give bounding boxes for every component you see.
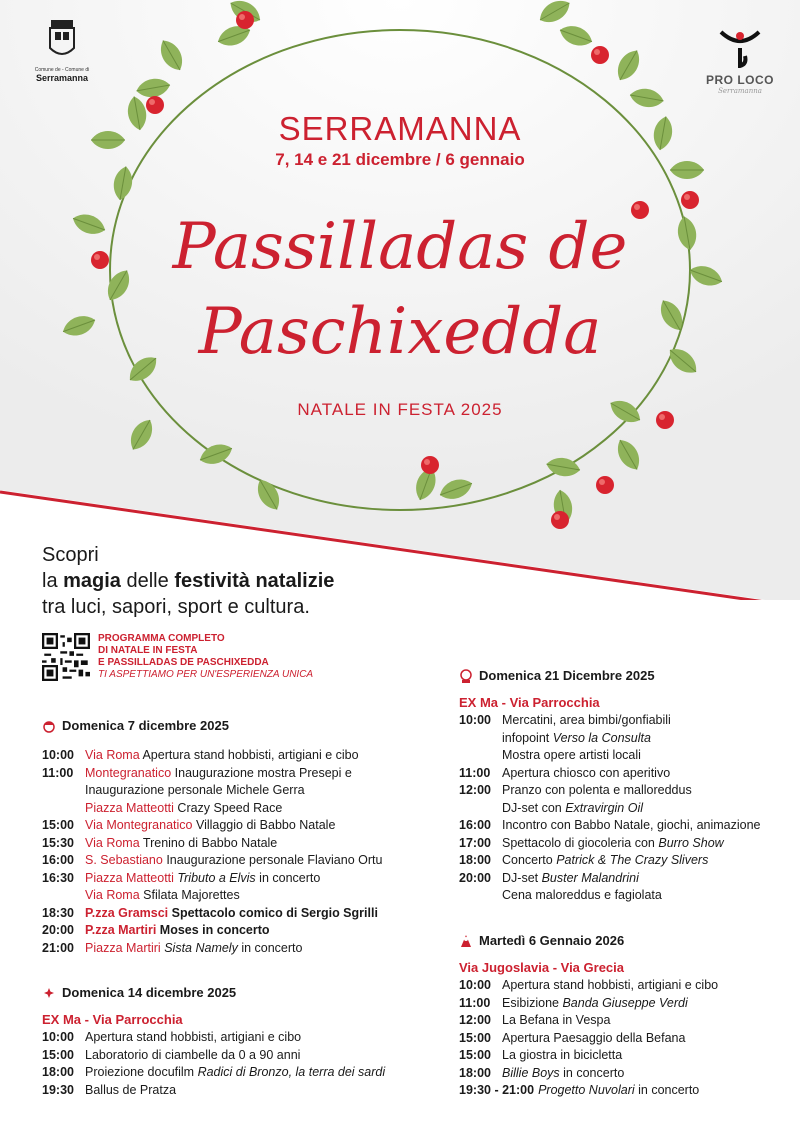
row-text: La Befana in Vespa [502, 1013, 611, 1027]
row-text: Inaugurazione mostra Presepi e [171, 765, 352, 780]
snowglobe-icon [459, 669, 473, 683]
row-text-2: in concerto [237, 940, 303, 955]
row-text: Spettacolo comico di Sergio Sgrilli [168, 905, 378, 920]
day-7-title: Domenica 7 dicembre 2025 [62, 718, 229, 733]
row-time: 16:00 [42, 853, 74, 867]
row-time: 10:00 [459, 978, 491, 992]
proloco-logo [700, 28, 780, 95]
row-text: Pranzo con polenta e malloreddus [502, 783, 692, 797]
row-text: Moses in concerto [156, 923, 270, 937]
row-place: Montegranatico [85, 765, 172, 780]
municipality-name: Serramanna [35, 73, 89, 83]
day-14-title: Domenica 14 dicembre 2025 [62, 985, 237, 1000]
row-time: 15:00 [42, 818, 74, 832]
schedule-row [42, 940, 382, 958]
row-time: 16:30 [42, 870, 74, 885]
row-text: Mostra opere artisti locali [502, 748, 641, 762]
schedule-row [459, 712, 761, 730]
schedule-row [42, 852, 382, 870]
row-text: Inaugurazione personale Flaviano Ortu [162, 853, 383, 867]
schedule-row [42, 870, 382, 888]
row-time: 15:00 [459, 1048, 491, 1062]
row-time: 17:00 [459, 835, 491, 850]
row-place: Via Roma [85, 748, 140, 762]
schedule-row [42, 922, 382, 940]
row-place: P.zza Gramsci [85, 905, 169, 920]
title-line-1: Passilladas de [172, 210, 628, 284]
row-text: Cena maloreddus e fagiolata [502, 888, 662, 902]
schedule-row [459, 977, 718, 995]
schedule-row [459, 730, 761, 748]
intro-line-3: tra luci, sapori, sport e cultura. [42, 596, 310, 618]
row-time: 21:00 [42, 940, 74, 955]
municipality-logo [22, 18, 102, 83]
row-time: 18:30 [42, 905, 74, 920]
intro-2a: la [42, 570, 64, 592]
day-6-section [459, 933, 718, 1100]
row-text: Apertura chiosco con aperitivo [502, 765, 671, 780]
row-emph: Patrick & The Crazy Slivers [556, 853, 709, 867]
row-emph: Burro Show [658, 835, 724, 850]
day-21-section [459, 668, 761, 905]
schedule-row [459, 1012, 718, 1030]
schedule-row [459, 995, 718, 1013]
intro-line-1: Scopri [42, 544, 99, 566]
day-21-location: EX Ma - Via Parrocchia [459, 695, 600, 710]
row-text: Apertura stand hobbisti, artigiani e cibo [502, 978, 719, 992]
day-14-heading [42, 985, 385, 1000]
row-text: Ballus de Pratza [85, 1082, 177, 1097]
row-text: Esibizione [502, 995, 563, 1010]
intro-line-2 [42, 568, 334, 594]
row-text-2: in concerto [559, 1065, 625, 1080]
schedule-row [459, 1082, 718, 1100]
row-time: 11:00 [459, 765, 491, 780]
row-time: 19:30 [42, 1082, 74, 1097]
subtitle: NATALE IN FESTA 2025 [297, 400, 503, 419]
day-21-rows [459, 712, 761, 905]
row-place: Via Montegranatico [85, 818, 193, 832]
row-time: 18:00 [459, 1065, 491, 1080]
coat-of-arms-icon [45, 18, 79, 62]
row-time: 19:30 - 21:00 [459, 1083, 535, 1097]
row-text: DJ-set con [502, 800, 566, 815]
day-7-heading [42, 718, 382, 733]
row-emph: Billie Boys [502, 1065, 560, 1080]
row-time: 15:30 [42, 835, 74, 850]
row-emph: Progetto Nuvolari [538, 1083, 635, 1097]
row-place: S. Sebastiano [85, 853, 163, 867]
schedule-row [459, 1047, 718, 1065]
row-time: 15:00 [42, 1047, 74, 1062]
row-time: 10:00 [42, 748, 74, 762]
qr-line-3: E PASSILLADAS DE PASCHIXEDDA [98, 657, 269, 668]
row-text: Apertura stand hobbisti, artigiani e cibo [139, 748, 359, 762]
row-time: 16:00 [459, 818, 491, 832]
proloco-sub: Serramanna [718, 87, 762, 95]
row-text: Sfilata Majorettes [139, 888, 240, 902]
row-time: 11:00 [459, 995, 491, 1010]
row-time: 12:00 [459, 1013, 491, 1027]
schedule-row [42, 782, 382, 800]
town-heading: SERRAMANNA [278, 110, 522, 147]
row-time: 18:00 [42, 1065, 74, 1079]
row-text-2: in concerto [634, 1083, 700, 1097]
schedule-row [459, 817, 761, 835]
befana-icon [459, 934, 473, 948]
row-time: 20:00 [459, 870, 491, 885]
row-emph: Extravirgin Oil [565, 800, 644, 815]
row-text-2: in concerto [255, 870, 321, 885]
row-text: Inaugurazione personale Michele Gerra [85, 783, 305, 797]
day-6-title: Martedì 6 Gennaio 2026 [479, 933, 625, 948]
schedule-row [42, 800, 382, 818]
schedule-row [42, 1082, 385, 1100]
municipality-small: Comune de - Comune di [34, 67, 90, 73]
schedule-row [459, 835, 761, 853]
day-7-section [42, 718, 382, 957]
schedule-row [42, 817, 382, 835]
schedule-row [459, 870, 761, 888]
row-place: Piazza Matteotti [85, 800, 174, 815]
row-text: La giostra in bicicletta [502, 1048, 623, 1062]
qr-line-4: TI ASPETTIAMO PER UN'ESPERIENZA UNICA [98, 669, 314, 680]
row-text: Villaggio di Babbo Natale [192, 818, 336, 832]
day-14-location: EX Ma - Via Parrocchia [42, 1012, 183, 1027]
schedule-row [42, 1064, 385, 1082]
schedule-row [42, 1047, 385, 1065]
row-emph: Banda Giuseppe Verdi [562, 995, 688, 1010]
row-time: 18:00 [459, 853, 491, 867]
schedule-row [459, 800, 761, 818]
proloco-name: PRO LOCO [705, 73, 774, 87]
event-dates: 7, 14 e 21 dicembre / 6 gennaio [275, 150, 525, 169]
intro-text [42, 542, 334, 620]
row-place: P.zza Martiri [85, 923, 157, 937]
day-14-section [42, 985, 385, 1099]
row-time: 10:00 [459, 713, 491, 727]
holly-icon [42, 986, 56, 1000]
intro-2b: magia [63, 570, 121, 592]
schedule-row [459, 852, 761, 870]
row-time: 10:00 [42, 1030, 74, 1044]
proloco-figure-icon [717, 28, 763, 68]
santa-icon [42, 719, 56, 733]
row-place: Piazza Matteotti [85, 870, 174, 885]
row-time: 11:00 [42, 765, 74, 780]
row-time: 20:00 [42, 923, 74, 937]
qr-line-2: DI NATALE IN FESTA [98, 645, 198, 656]
row-text: Trenino di Babbo Natale [139, 835, 278, 850]
day-14-rows [42, 1029, 385, 1099]
day-6-location: Via Jugoslavia - Via Grecia [459, 960, 625, 975]
row-emph: Verso la Consulta [552, 730, 651, 745]
row-place: Via Roma [85, 888, 140, 902]
row-text: Incontro con Babbo Natale, giochi, animazione [502, 818, 761, 832]
row-text: infopoint [502, 730, 553, 745]
row-place: Via Roma [85, 835, 140, 850]
row-emph: Buster Malandrini [541, 870, 639, 885]
schedule-row [42, 1029, 385, 1047]
row-place: Piazza Martiri [85, 940, 161, 955]
row-time: 12:00 [459, 783, 491, 797]
row-text: Spettacolo di giocoleria con [502, 835, 659, 850]
day-6-rows [459, 977, 718, 1100]
qr-code[interactable] [42, 633, 90, 681]
row-time: 15:00 [459, 1030, 491, 1045]
row-text: Mercatini, area bimbi/gonfiabili [502, 713, 671, 727]
row-text: Laboratorio di ciambelle da 0 a 90 anni [85, 1047, 301, 1062]
day-21-heading [459, 668, 761, 683]
schedule-row [459, 747, 761, 765]
schedule-row [42, 905, 382, 923]
row-text: Apertura Paesaggio della Befana [502, 1030, 686, 1045]
intro-2d: festività natalizie [174, 570, 335, 592]
row-text: Concerto [502, 853, 557, 867]
row-emph: Radici di Bronzo, la terra dei sardi [197, 1065, 386, 1079]
schedule-row [459, 765, 761, 783]
qr-caption [98, 633, 313, 681]
day-6-heading [459, 933, 718, 948]
schedule-row [459, 1065, 718, 1083]
schedule-row [42, 765, 382, 783]
schedule-row [459, 782, 761, 800]
schedule-row [42, 887, 382, 905]
schedule-row [42, 747, 382, 765]
row-text: Tributo a Elvis [177, 870, 256, 885]
schedule-row [42, 835, 382, 853]
row-text: DJ-set [502, 870, 542, 885]
row-text: Proiezione docufilm [85, 1065, 198, 1079]
schedule-row [459, 1030, 718, 1048]
row-text: Apertura stand hobbisti, artigiani e cibo [85, 1030, 302, 1044]
title-line-2: Paschixedda [198, 295, 602, 369]
day-7-rows [42, 747, 382, 957]
row-text: Sista Namely [164, 940, 238, 955]
schedule-row [459, 887, 761, 905]
qr-line-1: PROGRAMMA COMPLETO [98, 633, 225, 644]
row-text: Crazy Speed Race [173, 800, 283, 815]
intro-2c: delle [120, 570, 175, 592]
day-21-title: Domenica 21 Dicembre 2025 [479, 668, 655, 683]
